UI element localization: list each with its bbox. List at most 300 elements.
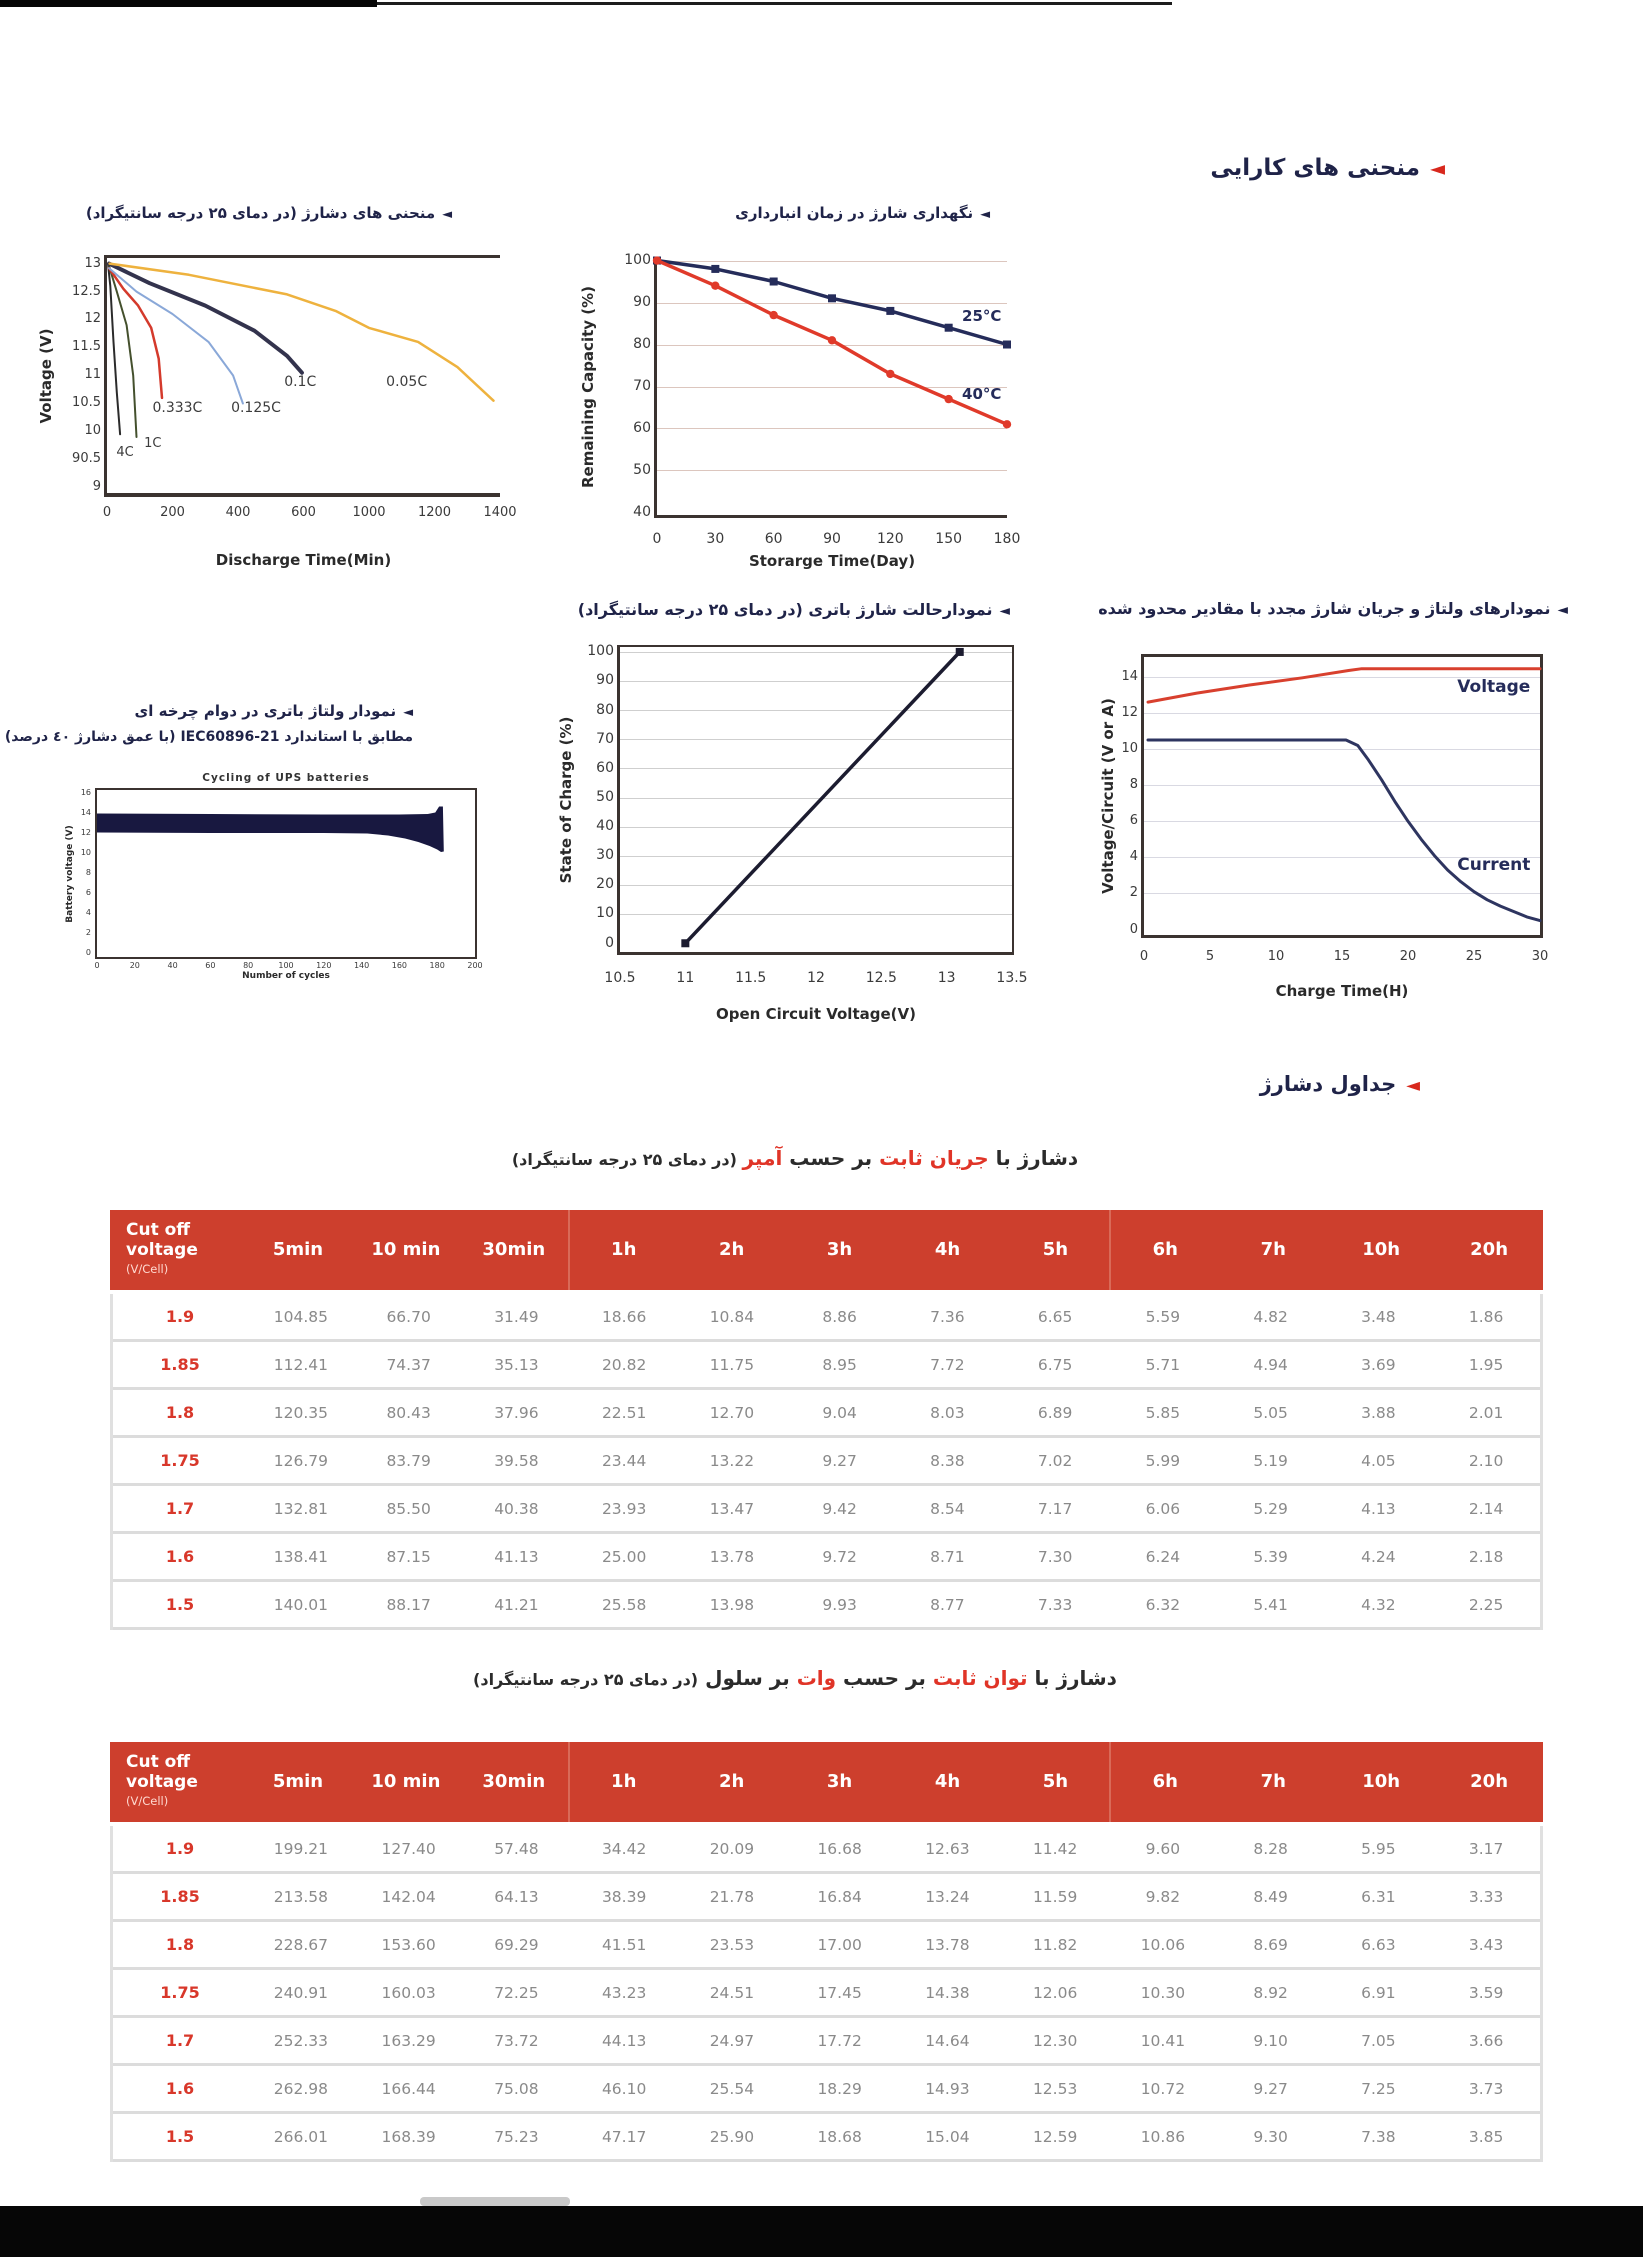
curve-label: 0.125C <box>231 400 281 417</box>
table-cell: 15.04 <box>925 2127 970 2146</box>
y-axis-tick: 60 <box>633 419 651 436</box>
table-cell: 5.05 <box>1253 1403 1288 1422</box>
table-cell: 5.41 <box>1253 1595 1288 1614</box>
table-cell: 75.23 <box>494 2127 539 2146</box>
series-0.333C <box>109 268 162 398</box>
table-cell: 74.37 <box>386 1355 431 1374</box>
cutoff-value: 1.7 <box>165 1499 195 1518</box>
table-cell: 18.66 <box>601 1307 647 1326</box>
series-cycling-voltage-band <box>97 807 444 853</box>
table-cell: 9.42 <box>822 1499 857 1518</box>
y-axis-tick: 2 <box>1129 885 1138 901</box>
chart-title-charge <box>1098 599 1568 618</box>
y-axis-tick: 100 <box>587 643 614 660</box>
x-axis-label: Number of cycles <box>242 971 330 981</box>
table-cell: 7.17 <box>1037 1499 1073 1518</box>
cutoff-value: 1.85 <box>160 1887 200 1906</box>
table-cell: 25.58 <box>601 1595 647 1614</box>
table-cell: 20.82 <box>601 1355 647 1374</box>
x-axis-tick: 25 <box>1465 949 1483 964</box>
table-cell: 10.72 <box>1140 2079 1186 2098</box>
top-scan-bar-left <box>0 0 377 7</box>
table-cell: 3.48 <box>1361 1307 1396 1326</box>
cutoff-header-line: Cut off <box>126 1752 191 1772</box>
x-axis-tick: 120 <box>316 961 332 970</box>
table-cell: 10.86 <box>1140 2127 1186 2146</box>
table-cell: 72.25 <box>494 1983 539 2002</box>
table-cell: 75.08 <box>494 2079 539 2098</box>
cutoff-value: 1.5 <box>165 2127 195 2146</box>
data-marker <box>769 311 777 319</box>
table-cell: 38.39 <box>601 1887 647 1906</box>
table-row <box>113 1534 1540 1582</box>
y-axis-tick: 0 <box>1129 921 1138 937</box>
table-row <box>113 1922 1540 1970</box>
table-cell: 9.10 <box>1253 2031 1288 2050</box>
caption-text: دشارژ با <box>988 1146 1079 1170</box>
x-axis-tick: 1400 <box>483 505 517 520</box>
x-axis-tick: 13.5 <box>996 970 1028 986</box>
column-header: 5min <box>272 1239 324 1260</box>
table-cell: 8.03 <box>930 1403 965 1422</box>
table-cell: 142.04 <box>381 1887 436 1906</box>
y-axis-tick: 50 <box>633 461 651 478</box>
x-axis-tick: 200 <box>160 505 185 520</box>
column-header: 10 min <box>371 1771 441 1792</box>
section-title-performance <box>1210 155 1445 181</box>
chart-title-text: نمودارحالت شارژ باتری (در دمای ۲۵ درجه سانتیگراد) <box>577 600 993 619</box>
table-header-row <box>110 1210 1543 1290</box>
table-cell: 153.60 <box>381 1935 436 1954</box>
table-cell: 6.06 <box>1145 1499 1181 1518</box>
x-axis-tick: 0 <box>102 505 112 520</box>
table-cell: 69.29 <box>494 1935 539 1954</box>
table-cell: 12.06 <box>1032 1983 1078 2002</box>
x-axis-tick: 1000 <box>352 505 386 520</box>
column-header: 3h <box>826 1771 853 1792</box>
curve-label: 0.1C <box>284 374 317 391</box>
table-row <box>113 1438 1540 1486</box>
chart-title-arrow-icon: ◄ <box>403 705 413 720</box>
x-axis-tick: 60 <box>764 531 783 547</box>
curve-label: 25°C <box>962 306 1002 325</box>
y-axis-label: Remaining Capacity (%) <box>579 285 597 488</box>
table-cell: 7.02 <box>1037 1451 1073 1470</box>
table-cell: 9.82 <box>1145 1887 1181 1906</box>
table-row <box>113 1342 1540 1390</box>
table-cell: 13.98 <box>709 1595 755 1614</box>
table-cell: 163.29 <box>381 2031 436 2050</box>
table-row <box>113 1874 1540 1922</box>
table-row <box>113 1582 1540 1630</box>
table-cell: 2.25 <box>1468 1595 1504 1614</box>
data-marker <box>956 648 964 656</box>
table-cell: 10.41 <box>1140 2031 1186 2050</box>
cutoff-header-line: voltage <box>126 1772 198 1793</box>
section-title-tables <box>1260 1072 1420 1096</box>
x-axis-tick: 140 <box>353 961 370 970</box>
chart-title-arrow-icon: ◄ <box>980 207 990 222</box>
table-caption-constant-power <box>320 1666 1270 1690</box>
y-axis-tick: 30 <box>596 847 614 864</box>
y-axis-tick: 10 <box>1121 741 1138 756</box>
table-cell: 10.84 <box>709 1307 755 1326</box>
section-title-text: جداول دشارژ <box>1259 1072 1397 1096</box>
table-cell: 57.48 <box>494 1839 539 1858</box>
curve-label: 0.05C <box>386 374 428 391</box>
table-cell: 266.01 <box>273 2127 328 2146</box>
table-cell: 7.72 <box>930 1355 965 1374</box>
caption-text: بر حسب <box>836 1666 933 1690</box>
y-axis-tick: 90 <box>596 672 614 689</box>
y-axis-tick: 4 <box>1129 849 1138 865</box>
table-cell: 35.13 <box>494 1355 539 1374</box>
cutoff-value: 1.6 <box>165 2079 195 2098</box>
table-cell: 12.70 <box>709 1403 755 1422</box>
y-axis-tick: 12 <box>84 311 101 327</box>
x-axis-tick: 12.5 <box>865 970 897 986</box>
table-cell: 88.17 <box>386 1595 431 1614</box>
curve-label: 0.333C <box>152 400 203 417</box>
chart-series-soc <box>620 647 1012 952</box>
cutoff-header-line: Cut off <box>126 1220 191 1240</box>
data-marker <box>653 256 661 264</box>
top-scan-line <box>377 2 1172 5</box>
table-cell: 1.95 <box>1468 1355 1504 1374</box>
series-0.125C <box>109 268 243 403</box>
table-cell: 21.78 <box>709 1887 755 1906</box>
table-cell: 25.54 <box>709 2079 755 2098</box>
table-row <box>113 1294 1540 1342</box>
table-cell: 16.84 <box>817 1887 862 1906</box>
table-cell: 9.27 <box>822 1451 857 1470</box>
table-cell: 120.35 <box>273 1403 328 1422</box>
table-cell: 3.59 <box>1468 1983 1504 2002</box>
table-row <box>113 1826 1540 1874</box>
data-marker <box>1003 420 1011 428</box>
table-cell: 252.33 <box>273 2031 328 2050</box>
column-header: 10h <box>1362 1239 1401 1260</box>
table-cell: 43.23 <box>601 1983 647 2002</box>
data-marker <box>886 307 894 315</box>
caption-text: بر سلول <box>698 1666 797 1690</box>
table-cell: 160.03 <box>381 1983 436 2002</box>
column-header: 4h <box>934 1239 961 1260</box>
table-cell: 4.13 <box>1361 1499 1396 1518</box>
y-axis-tick: 0 <box>85 948 91 958</box>
x-axis-tick: 180 <box>993 531 1021 547</box>
table-cell: 5.85 <box>1145 1403 1181 1422</box>
caption-text: بر حسب <box>782 1146 880 1170</box>
x-axis-tick: 90 <box>823 531 841 547</box>
x-axis-tick: 160 <box>391 961 408 970</box>
column-header: 7h <box>1260 1239 1286 1260</box>
table-cell: 17.72 <box>817 2031 862 2050</box>
x-axis-tick: 150 <box>935 531 963 547</box>
y-axis-tick: 8 <box>85 868 91 878</box>
y-axis-tick: 40 <box>633 503 651 520</box>
table-cell: 213.58 <box>273 1887 328 1906</box>
x-axis-tick: 0 <box>652 531 662 547</box>
table-cell: 17.45 <box>817 1983 862 2002</box>
column-header: 5h <box>1042 1771 1069 1792</box>
y-axis-tick: 90.5 <box>72 451 101 467</box>
table-cell: 66.70 <box>386 1307 431 1326</box>
table-cell: 13.78 <box>925 1935 970 1954</box>
column-header: 6h <box>1109 1742 1219 1822</box>
x-axis-tick: 0 <box>94 961 100 970</box>
table-cell: 2.14 <box>1468 1499 1504 1518</box>
table-cell: 8.38 <box>930 1451 965 1470</box>
table-cell: 13.24 <box>925 1887 970 1906</box>
y-axis-tick: 100 <box>624 251 651 268</box>
scan-smudge <box>420 2197 570 2206</box>
x-axis-tick: 30 <box>706 531 725 547</box>
table-cell: 6.32 <box>1145 1595 1181 1614</box>
table-cell: 262.98 <box>273 2079 328 2098</box>
table-cell: 127.40 <box>381 1839 436 1858</box>
column-header: 20h <box>1470 1239 1509 1260</box>
table-cell: 7.05 <box>1361 2031 1396 2050</box>
table-cell: 4.32 <box>1361 1595 1396 1614</box>
table-cell: 240.91 <box>273 1983 328 2002</box>
series-Current <box>1148 740 1540 921</box>
cutoff-value: 1.8 <box>165 1935 195 1954</box>
x-axis-label: Storarge Time(Day) <box>748 552 916 570</box>
chart-series-cycling <box>97 790 475 957</box>
column-header: 20h <box>1470 1771 1509 1792</box>
table-cell: 1.86 <box>1468 1307 1504 1326</box>
table-cell: 2.18 <box>1468 1547 1504 1566</box>
chart-title-arrow-icon: ◄ <box>999 603 1010 619</box>
table-cell: 13.22 <box>709 1451 755 1470</box>
y-axis-tick: 70 <box>596 730 614 747</box>
cutoff-value: 1.8 <box>165 1403 195 1422</box>
table-cell: 228.67 <box>273 1935 328 1954</box>
cutoff-value: 1.6 <box>165 1547 195 1566</box>
x-axis-tick: 80 <box>243 961 254 970</box>
x-axis-tick: 180 <box>429 961 445 970</box>
table-cell: 24.97 <box>709 2031 755 2050</box>
cutoff-voltage-header <box>110 1742 244 1822</box>
y-axis-tick: 6 <box>1129 813 1138 829</box>
section-arrow-icon: ◄ <box>1429 157 1445 180</box>
table-cell: 7.33 <box>1037 1595 1073 1614</box>
table-cell: 14.64 <box>925 2031 970 2050</box>
table-cell: 168.39 <box>381 2127 436 2146</box>
y-axis-tick: 80 <box>596 701 614 718</box>
chart-title-text: نمودار ولتاژ باتری در دوام چرخه ای <box>134 702 397 720</box>
table-cell: 8.86 <box>822 1307 857 1326</box>
column-header: 3h <box>826 1239 853 1260</box>
cutoff-voltage-header <box>110 1210 244 1290</box>
table-cell: 8.69 <box>1253 1935 1288 1954</box>
table-cell: 10.30 <box>1140 1983 1186 2002</box>
table-cell: 37.96 <box>494 1403 539 1422</box>
y-axis-label: Voltage (V) <box>37 328 55 423</box>
table-cell: 7.30 <box>1037 1547 1073 1566</box>
chart-subtitle-cycling: مطابق با استاندارد IEC60896-21 (با عمق دشارژ ٤٠ درصد) <box>4 729 413 745</box>
table-body <box>110 1826 1543 2162</box>
section-arrow-icon: ◄ <box>1406 1075 1420 1096</box>
column-header: 1h <box>568 1742 678 1822</box>
table-cell: 6.31 <box>1361 1887 1396 1906</box>
table-cell: 4.24 <box>1361 1547 1396 1566</box>
table-cell: 8.71 <box>930 1547 965 1566</box>
y-axis-tick: 10 <box>84 423 101 439</box>
curve-label: 1C <box>144 436 162 452</box>
table-cell: 25.90 <box>709 2127 755 2146</box>
table-cell: 24.51 <box>709 1983 755 2002</box>
x-axis-tick: 20 <box>1399 949 1417 964</box>
x-axis-label: Open Circuit Voltage(V) <box>716 1005 916 1023</box>
table-cell: 104.85 <box>273 1307 328 1326</box>
table-row <box>113 1486 1540 1534</box>
x-axis-tick: 120 <box>876 531 904 547</box>
x-axis-tick: 0 <box>1139 949 1149 964</box>
curve-label: Current <box>1457 854 1531 875</box>
y-axis-tick: 14 <box>80 808 91 818</box>
y-axis-tick: 6 <box>85 888 91 898</box>
x-axis-label: Charge Time(H) <box>1275 982 1409 1000</box>
table-cell: 4.94 <box>1253 1355 1288 1374</box>
chart-title-text: منحنی های دشارژ (در دمای ۲۵ درجه سانتیگراد) <box>85 204 436 222</box>
cutoff-value: 1.85 <box>160 1355 200 1374</box>
y-axis-tick: 4 <box>85 908 91 918</box>
curve-label: 4C <box>116 444 134 460</box>
table-cell: 138.41 <box>273 1547 328 1566</box>
y-axis-tick: 80 <box>633 335 651 352</box>
x-axis-tick: 40 <box>167 961 178 970</box>
table-cell: 8.92 <box>1253 1983 1288 2002</box>
x-axis-tick: 11 <box>676 970 695 986</box>
table-cell: 23.93 <box>601 1499 647 1518</box>
table-body <box>110 1294 1543 1630</box>
table-cell: 3.73 <box>1468 2079 1504 2098</box>
table-cell: 2.01 <box>1468 1403 1504 1422</box>
y-axis-tick: 12 <box>80 828 91 838</box>
y-axis-tick: 14 <box>1121 668 1138 684</box>
table-cell: 25.00 <box>601 1547 647 1566</box>
x-axis-label: Discharge Time(Min) <box>215 551 392 569</box>
chart-series-charge <box>1144 657 1540 935</box>
table-cell: 112.41 <box>273 1355 328 1374</box>
table-cell: 9.30 <box>1253 2127 1288 2146</box>
table-cell: 6.75 <box>1037 1355 1073 1374</box>
series-4C <box>108 264 120 435</box>
data-marker <box>770 278 778 286</box>
cutoff-value: 1.75 <box>160 1451 200 1470</box>
x-axis-tick: 5 <box>1205 949 1215 964</box>
table-cell: 46.10 <box>601 2079 647 2098</box>
table-cell: 9.60 <box>1145 1839 1181 1858</box>
y-axis-tick: 11 <box>84 367 101 383</box>
cutoff-header-line: (V/Cell) <box>126 1261 169 1276</box>
column-header: 5min <box>272 1771 324 1792</box>
table-cell: 10.06 <box>1140 1935 1186 1954</box>
chart-title-soc <box>578 600 1010 619</box>
cutoff-value: 1.75 <box>160 1983 200 2002</box>
caption-text: (در دمای ۲۵ درجه سانتیگراد) <box>511 1150 743 1169</box>
table-cell: 132.81 <box>273 1499 328 1518</box>
series-state-of-charge <box>685 652 959 943</box>
table-cell: 39.58 <box>494 1451 539 1470</box>
data-marker <box>828 336 836 344</box>
data-marker <box>711 282 719 290</box>
table-cell: 3.17 <box>1468 1839 1504 1858</box>
y-axis-tick: 9 <box>92 479 101 495</box>
table-cell: 8.28 <box>1253 1839 1288 1858</box>
column-header: 2h <box>718 1239 745 1260</box>
x-axis-tick: 600 <box>291 505 316 520</box>
table-cell: 16.68 <box>817 1839 862 1858</box>
table-cell: 6.89 <box>1037 1403 1073 1422</box>
table-cell: 5.29 <box>1253 1499 1288 1518</box>
table-cell: 3.85 <box>1468 2127 1504 2146</box>
table-cell: 7.38 <box>1361 2127 1396 2146</box>
table-cell: 47.17 <box>601 2127 647 2146</box>
table-cell: 14.38 <box>925 1983 970 2002</box>
table-cell: 3.43 <box>1468 1935 1504 1954</box>
table-cell: 9.27 <box>1253 2079 1288 2098</box>
curve-label: 40°C <box>962 385 1002 404</box>
column-header: 7h <box>1260 1771 1286 1792</box>
table-cell: 18.29 <box>817 2079 862 2098</box>
x-axis-tick: 400 <box>225 505 251 520</box>
table-cell: 40.38 <box>494 1499 539 1518</box>
table-cell: 3.69 <box>1361 1355 1396 1374</box>
table-cell: 6.24 <box>1145 1547 1181 1566</box>
x-axis-tick: 10.5 <box>604 970 636 986</box>
x-axis-tick: 20 <box>129 961 140 970</box>
column-header: 6h <box>1109 1210 1219 1290</box>
table-cell: 44.13 <box>601 2031 647 2050</box>
table-cell: 6.65 <box>1037 1307 1073 1326</box>
table-cell: 41.21 <box>494 1595 539 1614</box>
table-cell: 17.00 <box>817 1935 862 1954</box>
table-cell: 12.30 <box>1032 2031 1078 2050</box>
column-header: 10h <box>1362 1771 1401 1792</box>
bottom-scan-bar <box>0 2206 1643 2257</box>
chart-title-text: نمودارهای ولتاژ و جریان شارژ مجدد با مقادیر محدود شده <box>1098 599 1551 618</box>
y-axis-tick: 40 <box>596 818 614 835</box>
data-marker <box>886 370 894 378</box>
table-cell: 23.53 <box>709 1935 755 1954</box>
table-cell: 6.91 <box>1361 1983 1396 2002</box>
table-cell: 140.01 <box>273 1595 328 1614</box>
table-cell: 5.19 <box>1253 1451 1288 1470</box>
table-cell: 8.77 <box>930 1595 965 1614</box>
table-cell: 11.82 <box>1032 1935 1078 1954</box>
table-cell: 6.63 <box>1361 1935 1396 1954</box>
data-marker <box>1003 341 1011 349</box>
table-cell: 12.59 <box>1032 2127 1078 2146</box>
caption-highlight: وات <box>796 1666 837 1690</box>
table-cell: 14.93 <box>925 2079 970 2098</box>
y-axis-label: Voltage/Circuit (V or A) <box>1099 698 1117 894</box>
table-cell: 166.44 <box>381 2079 436 2098</box>
table-cell: 41.51 <box>601 1935 647 1954</box>
y-axis-tick: 0 <box>605 934 614 951</box>
y-axis-tick: 10 <box>596 905 614 922</box>
table-cell: 3.88 <box>1361 1403 1396 1422</box>
column-header: 2h <box>718 1771 745 1792</box>
y-axis-label: Battery voltage (V) <box>65 824 75 923</box>
table-cell: 5.99 <box>1145 1451 1181 1470</box>
y-axis-tick: 70 <box>633 377 651 394</box>
column-header: 4h <box>934 1771 961 1792</box>
x-axis-tick: 10 <box>1267 949 1285 964</box>
